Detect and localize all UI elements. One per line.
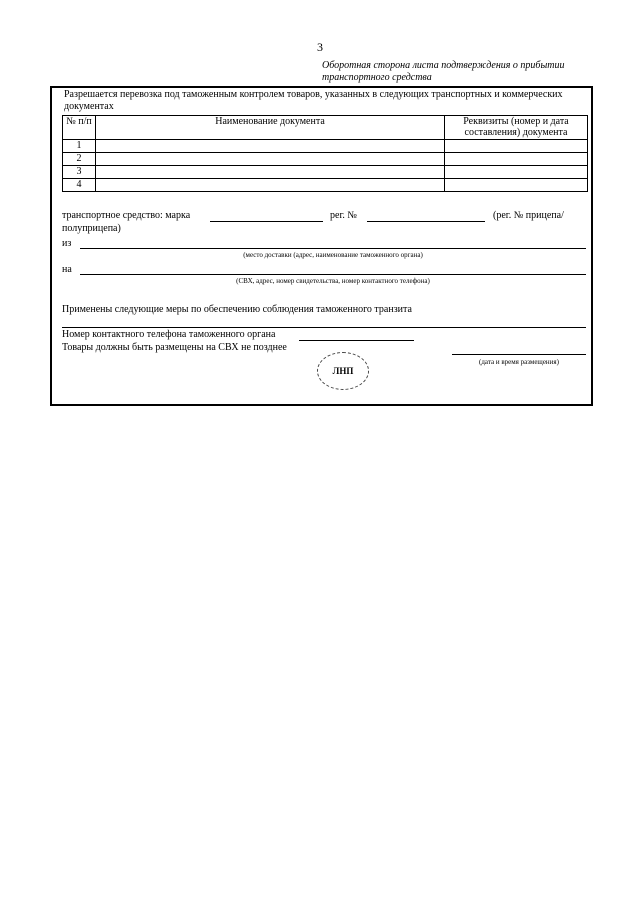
row-number: 3 bbox=[63, 166, 96, 179]
column-header-document-name: Наименование документа bbox=[96, 116, 445, 140]
to-field[interactable] bbox=[80, 274, 586, 275]
table-row bbox=[63, 140, 588, 153]
column-header-number: № п/п bbox=[63, 116, 96, 140]
row-number: 4 bbox=[63, 179, 96, 192]
to-caption: (СВХ, адрес, номер свидетельства, номер контактного телефона) bbox=[236, 277, 430, 285]
from-label: из bbox=[62, 238, 72, 249]
column-header-document-details: Реквизиты (номер и дата составления) документа bbox=[445, 116, 588, 140]
from-field[interactable] bbox=[80, 248, 586, 249]
placement-datetime-field[interactable] bbox=[452, 354, 586, 355]
row-number: 1 bbox=[63, 140, 96, 153]
placement-datetime-caption: (дата и время размещения) bbox=[479, 358, 559, 366]
customs-phone-label: Номер контактного телефона таможенного органа bbox=[62, 329, 276, 340]
documents-table bbox=[62, 115, 588, 192]
customs-phone-field[interactable] bbox=[299, 340, 414, 341]
placement-deadline-label: Товары должны быть размещены на СВХ не позднее bbox=[62, 342, 287, 353]
measures-field[interactable] bbox=[62, 327, 586, 328]
table-row bbox=[63, 179, 588, 192]
transit-permission-form bbox=[50, 86, 593, 406]
to-label: на bbox=[62, 264, 72, 275]
lnp-stamp: ЛНП bbox=[317, 352, 369, 390]
trailer-reg-label-continued: полуприцепа) bbox=[62, 223, 121, 234]
vehicle-reg-label: рег. № bbox=[330, 210, 357, 221]
document-name-cell[interactable] bbox=[96, 166, 445, 179]
vehicle-reg-field[interactable] bbox=[367, 221, 485, 222]
form-header-note: Оборотная сторона листа подтверждения о прибытии транспортного средства bbox=[322, 60, 565, 83]
document-name-cell[interactable] bbox=[96, 179, 445, 192]
measures-label: Применены следующие меры по обеспечению соблюдения таможенного транзита bbox=[62, 304, 412, 315]
vehicle-mark-label: транспортное средство: марка bbox=[62, 210, 191, 221]
intro-text: Разрешается перевозка под таможенным контролем товаров, указанных в следующих транспортных и коммерческих документах bbox=[64, 89, 563, 112]
table-row bbox=[63, 166, 588, 179]
vehicle-mark-field[interactable] bbox=[210, 221, 323, 222]
document-details-cell[interactable] bbox=[445, 166, 588, 179]
document-name-cell[interactable] bbox=[96, 153, 445, 166]
document-name-cell[interactable] bbox=[96, 140, 445, 153]
document-details-cell[interactable] bbox=[445, 153, 588, 166]
table-row bbox=[63, 153, 588, 166]
document-details-cell[interactable] bbox=[445, 140, 588, 153]
page-number: 3 bbox=[317, 40, 323, 54]
table-header-row bbox=[63, 116, 588, 140]
document-details-cell[interactable] bbox=[445, 179, 588, 192]
row-number: 2 bbox=[63, 153, 96, 166]
from-caption: (место доставки (адрес, наименование таможенного органа) bbox=[243, 251, 423, 259]
trailer-reg-label: (рег. № прицепа/ bbox=[493, 210, 564, 221]
